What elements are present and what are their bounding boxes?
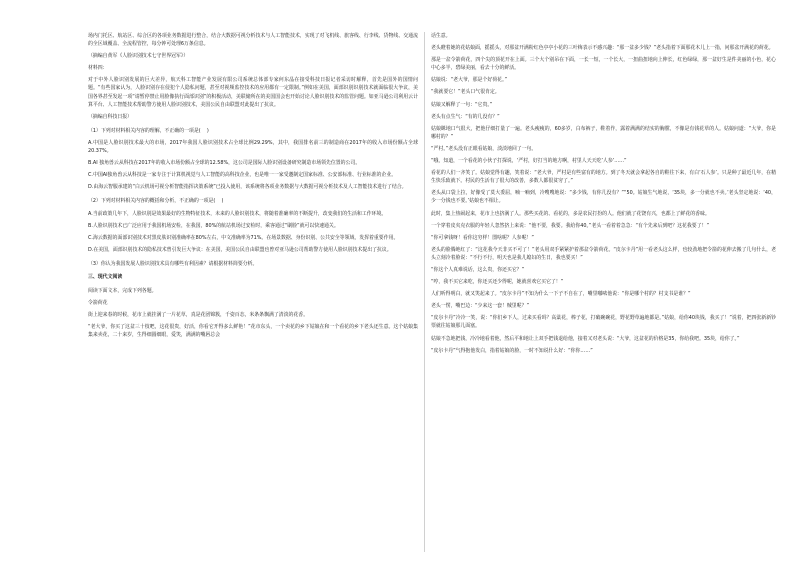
- paragraph: 街上迎来春的时候，花市上就挂满了一片花草，真是花团锦簇，千姿百态，米条条飘满了清淡的花香。: [88, 312, 309, 319]
- paragraph: 老头有点生气：“有的几没有？”: [431, 113, 500, 120]
- paragraph: 老头从口袋上拉，好像受了莫大委屈，喃一喃到，冷嗖嗖地说：“多少钱，有你几没有？”“50。姑娘生气地说，‘35块，多一分就也不卖。’老头坚定地说：‘40，少一分钱也不要。’姑娘也不相让。: [431, 190, 776, 205]
- paragraph: “我就要它！”老头口气很肯定。: [431, 89, 500, 96]
- paragraph: 姑娘不急地把钱，冷冷地看着他，然后平和地让上双手把钱退给他，接着又对老头说：“大爷，这盆花的价格是35，你给我吧。35块，给你了。”: [431, 335, 740, 342]
- section-heading: 三、现代文阅读: [88, 273, 123, 280]
- paragraph: 老头的脸腾地红了：“这花我今天非买不可了！”老头用双手紧紧护着那盆令箭荷花。“皮尔卡丹”用一看老头这么样，也较劲地把令箭的花伸去搬了几句什么，老头立刻冷着脸说：“不行不行，明天也是我儿媳妇的生日，我也要买！”: [431, 246, 776, 261]
- right-column: [431, 32, 776, 552]
- column-divider: [424, 32, 425, 552]
- paragraph: 那是一盆令箭荷花，四个尖的顶花开在上面。三个大个别吊在下面，一长一短，一个长大，一扭曲扭地向上伸长，红色绿绿，那一盆好生是件美丽的小色，花心中心多半，碧绿美丽，看去十分的鲜活。: [431, 57, 776, 72]
- paragraph: B.AI 独角兽云从科技在2017年的收入市场份额占全球的12.58%，这公司是国际人脸识别设备研究制造市场领先位置的公司。: [88, 160, 361, 167]
- paragraph: （1）下列对材料相关内容的理解，不正确的一项是( ): [88, 127, 209, 134]
- paragraph: “老大爷，你买了这盆三十枝吧，这花很贵，好活，你看它开得多么鲜艳！”花市东头，一个卖花的乡下姑娘在和一个看花的乡下老头还生意。这个姑娘集集来卖花，二十来岁，生得细圆细眼，爱笑，满满的嘴唇总会: [88, 324, 418, 339]
- paragraph: 话生意。: [431, 33, 451, 39]
- paragraph: “哼，我不买它来吃，你还买还少得呢，她就喜欢它买它了！”: [431, 279, 564, 286]
- paragraph: 一个穿着皮夹克衣服的年轻人忽然挤上来说：“他不要，我要。我给你40。”老头一看着着急急：“有个先来后到吧？这花我要了！”: [431, 222, 710, 229]
- paragraph: C.中国AI独角兽云从科技是一家专注于计算机视觉与人工智能的高科技企业，也是唯一一家受邀制定国家标准、公安部标准、行业标准的企业。: [88, 172, 397, 179]
- paragraph: 姑娘眯地口气很大，把他仔细打量了一遍。老头瘦瘦的，60多岁，白布裤子，鞋着作，露着满满的结实的胸膛，不像是有钱花草的人。姑娘问道：“大爷，你是哪村的？”: [431, 125, 776, 140]
- paragraph: “你这个人真难说话，这么贵，你还买它？”: [431, 266, 525, 273]
- paragraph: 此时，集上热闹起来，花市上也挤满了人。那些买花的、看花的，多是农民打扮的人。他们就了花饶有兴，也都上了鲜花的香味。: [431, 210, 710, 217]
- paragraph: D.由海云智服承建的“白云机场可视分析智能指挥决策系统”已投入使用，该系统将各项业务数据与大数据可视分析技术及人工智能技术进行了结合。: [88, 184, 407, 191]
- paragraph: “你可拿钱呀！看你这穷样！图啥呢？人参呢！”: [431, 234, 534, 241]
- paragraph: 对于中外人脸识别发展的巨大差异，航天科工智能产业发展有限公司系统总体部专家何东晶在接受科技日报记者采访时解释，首先是国外的国情问题。“有些国家认为，人脸识别存在侵犯个人隐私问题，甚至对视频监控技术的应用都有一定限制。”例如在美国，面部识别识别技术就面临很大争议，美国各界甚至发起一项“请暂停禁止用脸像执行面部识别”的积极活动，美联储所在的美国国会也开始讨论人脸识别技术的监管问题。如亚马逊公司利用云计算平台、人工智能技术帮助警方使用人脸识别技术，美国公民自由联盟对此提出了抗议。: [88, 77, 418, 108]
- paragraph: 姑娘又解释了一句：“它贵。”: [431, 101, 493, 108]
- paragraph: 老头瞪着她的花姑娘面，摇摇头，对那盆开满粉红色亭亭小花的三叶梅表示不感兴趣：“那一盆多少钱？”老头指着下面那花木儿上一指，问那盆开满花的荷花。: [431, 45, 774, 52]
- paragraph: “皮尔卡丹”冷冷一笑，说：“你们乡下人，过来买看吗？高粱花，棒子花，打破碗碗花，野花野草遍地都是。”姑娘，给你40块钱，我买了！”说着，把四张新新钞票就往姑娘那儿面塞。: [431, 315, 776, 330]
- paragraph: “皮尔卡丹”气得抱他发白，指着姑娘的脸，一时不知说什么好：“你你……”: [431, 347, 593, 354]
- paragraph: （2）下列对材料相关内容的概括和分析，不正确的一项是( ): [88, 198, 224, 205]
- paragraph: 令箭荷花: [88, 300, 108, 307]
- paragraph: A.当前政策几年下，人脸识别是效果最好的生物特征技术，未来的人脸识别技术，将随着准确率的不断提升，改变我们的生活和工作环境。: [88, 210, 387, 217]
- paragraph: 看花的人们一齐笑了。姑娘觉得有趣，笑着说：“老大爷，严村是有些富有的地方。到了冬天就会拿起各自的鞋往下来，有白‘石人参’。只是种了最近几年，在精生快乐致就下。村民的生活有了很大的改善，多数人都很贫穷了。”: [431, 170, 776, 185]
- paragraph: 姑娘说：“老大爷，那是个好荷花。”: [431, 77, 507, 84]
- paragraph: （摘编自黄军《人脸识别技术七守世界冠军》）: [88, 53, 189, 60]
- left-column: [88, 32, 418, 552]
- paragraph: （摘编自科技日报）: [88, 113, 133, 120]
- paragraph: 人们听得明白，就又笑起来了。“皮尔卡丹”不知为什么一下子不自在了，嘴里嘟哝他说：“你是哪个村的？村支书是谁？”: [431, 291, 691, 298]
- paragraph: B.人脸识别技术已广泛应用于我国机场安检，在我国，80%的航站机场过安检时，乘客通过“刷脸”就可以快速通关。: [88, 222, 339, 229]
- paragraph: C.海云数据的面部识别技术对黑皮肤识别准确率在80%左右，中文准确率为71%。在场景数据、身份识别、公共安全等领域，发挥着重要作用。: [88, 234, 399, 241]
- paragraph: “严村。”老头没有正眼看姑娘，淡淡地回了一句。: [431, 145, 537, 152]
- paragraph: 阅读下面文本，完成下列各题。: [88, 288, 157, 295]
- paragraph: （3）你认为我国发展人脸识别技术具有哪些有利因素？请根据材料简要分析。: [88, 260, 258, 267]
- paragraph: 场内门托区、航站区、综合区的各项业务数据进行整合，结合大数据可视分析技术与人工智能技术，实现了对飞机线、旅客线、行李线、货物线、交通流的全区域覆盖、全流程管控，每分钟可处理6万条信息。: [88, 33, 418, 48]
- paragraph: 老头一愣，嘴巴边：“少来这一套！贼里呢？”: [431, 303, 529, 310]
- paragraph: A.中国是人脸识别技术最大的市场，2017年我国人脸识别技术占全球比例29.29%，其中，我国排名前三的制造商在2017年的收入市场份额占全球20.37%。: [88, 139, 418, 155]
- paragraph: “哦，知道，一个看花的小伙子打探说，‘严村，好打当的地方啊，村里人天天吃’人参’……”: [431, 158, 627, 165]
- paragraph: D.在美国，面部识别技术的隐私技术曾引发巨大争议：在美国，美国公民自由联盟也曾对亚马逊公司帮助警方使用人脸识别技术提出了抗议。: [88, 246, 392, 253]
- paragraph: 材料四：: [88, 65, 108, 72]
